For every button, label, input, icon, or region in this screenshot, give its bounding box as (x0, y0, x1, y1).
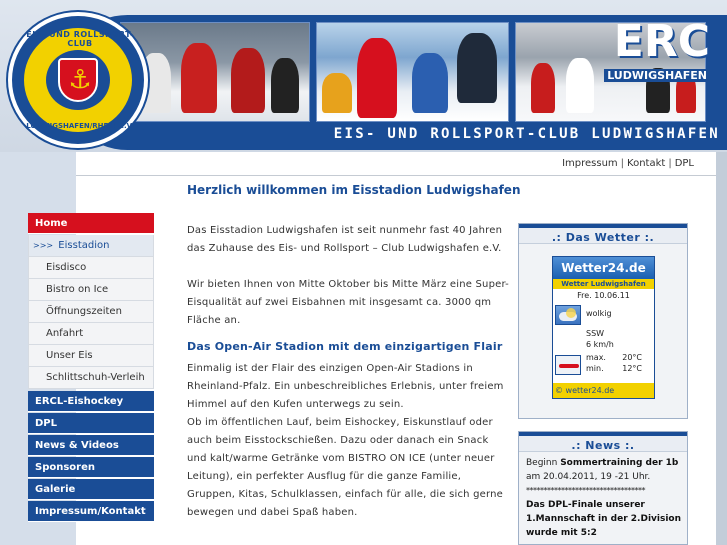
cloud-icon (555, 305, 581, 325)
erc-badge (600, 16, 710, 83)
weather-condition: wolkig (586, 309, 612, 318)
nav-sub-unser-eis[interactable]: Unser Eis (28, 345, 154, 367)
temp-min: 12°C (622, 364, 642, 373)
content-shadow (716, 152, 727, 545)
nav-sub-eisstadion[interactable] (28, 235, 154, 257)
news-separator: ********************************** (526, 486, 645, 495)
intro-paragraph: Das Eisstadion Ludwigshafen ist seit nunmehr fast 40 Jahren das Zuhause des Eis- und Rollsport – Club Ludwigshafen e.V. (187, 225, 503, 254)
nav-news-videos[interactable]: News & Videos (28, 435, 154, 456)
thermometer-icon (555, 355, 581, 375)
sidebar-nav (28, 213, 154, 523)
nav-sub-verleih[interactable]: Schlittschuh-Verleih (28, 367, 154, 389)
link-kontakt[interactable]: Kontakt (627, 158, 666, 169)
news-text-post: am 20.04.2011, 19 -21 Uhr. (526, 472, 651, 482)
news-text-bold: Das DPL-Finale unserer 1.Mannschaft in der 2.Division wurde mit 5:2 (526, 500, 682, 538)
arrow-icon: >>> (33, 241, 54, 250)
weather-box (518, 223, 688, 419)
logo-core (46, 50, 110, 110)
header-photo-family (316, 22, 509, 122)
weather-temp-row (553, 353, 654, 377)
weather-brand: Wetter24.de (553, 257, 654, 279)
offer-paragraph: Wir bieten Ihnen von Mitte Oktober bis Mitte März eine Super-Eisqualität auf zwei Eisbahnen mit insgesamt ca. 3000 qm Fläche an. (187, 279, 509, 326)
anchor-icon: ⚓ (68, 65, 92, 95)
link-dpl[interactable]: DPL (674, 158, 694, 169)
nav-sponsoren[interactable]: Sponsoren (28, 457, 154, 478)
temp-max-label: max. (586, 353, 606, 362)
nav-sub-eisdisco[interactable]: Eisdisco (28, 257, 154, 279)
logo-text-top: EIS- UND ROLLSPORT-CLUB (26, 30, 134, 48)
main-content (187, 222, 509, 522)
weather-widget[interactable] (552, 256, 655, 399)
nav-sub-label: Eisstadion (58, 240, 110, 251)
header (0, 0, 727, 152)
nav-sub-anfahrt[interactable]: Anfahrt (28, 323, 154, 345)
shield-icon (58, 58, 98, 102)
news-content (519, 452, 687, 540)
section-heading: Das Open-Air Stadion mit dem einzigartigen Flair (187, 340, 503, 353)
weather-footer[interactable]: © wetter24.de (553, 383, 654, 398)
erc-title: ERC (613, 16, 710, 67)
separator: | (668, 158, 672, 169)
activities-paragraph: Ob im öffentlichen Lauf, beim Eishockey, Eiskunstlauf oder auch beim Eisstockschießen. Dazu oder danach ein Snack und kalt/warme Getränke vom BISTRO ON ICE (unter neuer Leitung), ein perfekter Ausflug für die ganze Familie, Gruppen, Kitas, Schulklassen, einfach für alle, die sich gerne bewegen und dabei Spaß haben. (187, 417, 504, 518)
top-links (562, 158, 694, 169)
news-box (518, 431, 688, 545)
weather-city: Wetter Ludwigshafen (553, 279, 654, 289)
news-item (526, 498, 681, 540)
club-logo[interactable] (8, 12, 148, 148)
link-impressum[interactable]: Impressum (562, 158, 618, 169)
nav-sub-oeffnungszeiten[interactable]: Öffnungszeiten (28, 301, 154, 323)
erc-subtitle: LUDWIGSHAFEN (604, 69, 710, 82)
nav-galerie[interactable]: Galerie (28, 479, 154, 500)
page-title: Herzlich willkommen im Eisstadion Ludwigshafen (187, 183, 521, 197)
news-heading: .: News :. (519, 432, 687, 452)
wind-direction: SSW (586, 329, 605, 338)
news-item (526, 456, 681, 484)
weather-wind-row (553, 327, 654, 353)
weather-heading: .: Das Wetter :. (519, 224, 687, 244)
nav-eishockey[interactable]: ERCL-Eishockey (28, 391, 154, 412)
temp-max: 20°C (622, 353, 642, 362)
news-text-pre: Beginn (526, 458, 561, 468)
divider (76, 175, 716, 176)
weather-date: Fre. 10.06.11 (577, 291, 630, 300)
flair-paragraph: Einmalig ist der Flair des einzigen Open-Air Stadions in Rheinland-Pfalz. Ein unbeschreibliches Erlebnis, unter freiem Himmel auf den Kufen unterwegs zu sein. (187, 363, 504, 410)
nav-home[interactable]: Home (28, 213, 154, 234)
logo-text-bottom: LUDWIGSHAFEN/RHEIN e.V. (26, 122, 134, 130)
nav-impressum-kontakt[interactable]: Impressum/Kontakt (28, 501, 154, 522)
news-text-bold: Sommertraining der 1b (560, 458, 679, 468)
header-photo-hockey (120, 22, 310, 122)
temp-min-label: min. (586, 364, 604, 373)
nav-dpl[interactable]: DPL (28, 413, 154, 434)
weather-condition-row (553, 303, 654, 327)
club-name-banner: EIS- UND ROLLSPORT-CLUB LUDWIGSHAFEN (333, 126, 720, 142)
logo-ring (22, 26, 134, 134)
separator: | (620, 158, 625, 169)
wind-speed: 6 km/h (586, 340, 614, 349)
nav-sub-bistro[interactable]: Bistro on Ice (28, 279, 154, 301)
